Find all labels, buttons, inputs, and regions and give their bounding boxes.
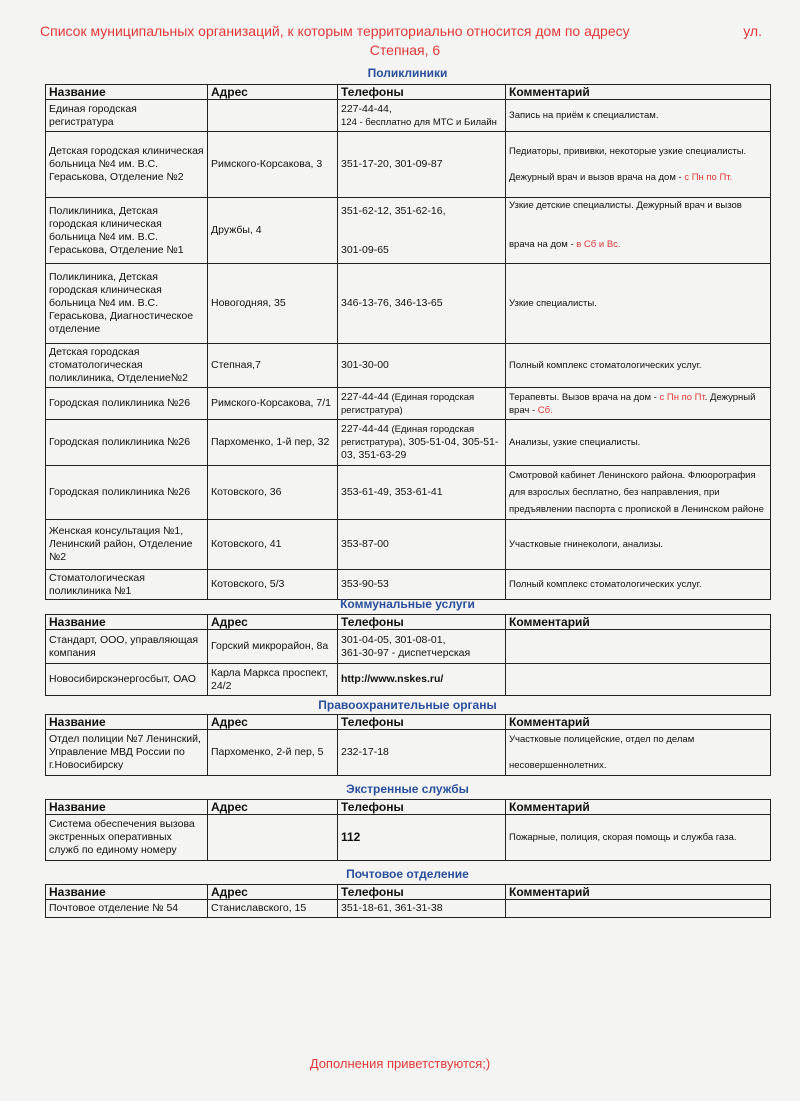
org-comment: Полный комплекс стоматологических услуг. [506, 344, 771, 388]
comment-text-mid: . Дежурный врач - [509, 391, 756, 416]
col-comment-header: Комментарий [506, 615, 771, 630]
phone-note: (Единая городская регистратура) [341, 424, 475, 448]
table-row [46, 664, 771, 696]
col-name-header: Название [46, 85, 208, 100]
org-phones [338, 198, 506, 264]
table-row [46, 420, 771, 466]
org-address [208, 815, 338, 861]
org-name: Женская консультация №1, Ленинский район, Отделение №2 [46, 520, 208, 570]
col-phones-header: Телефоны [338, 615, 506, 630]
col-phones-header: Телефоны [338, 85, 506, 100]
section-title-utilities: Коммунальные услуги [340, 597, 475, 611]
table-header-row [46, 715, 771, 730]
org-address: Котовского, 5/3 [208, 570, 338, 600]
org-name: Детская городская клиническая больница №4 им. В.С. Гераськова, Отделение №2 [46, 132, 208, 198]
org-phones [338, 100, 506, 132]
police-table [45, 714, 771, 776]
org-phones: 351-18-61, 361-31-38 [338, 900, 506, 918]
org-comment: Запись на приём к специалистам. [506, 100, 771, 132]
emergency-number: 112 [338, 815, 506, 861]
phone-line: 227-44-44, [341, 102, 392, 115]
table-row [46, 900, 771, 918]
col-name-header: Название [46, 885, 208, 900]
section-title-emergency: Экстренные службы [346, 782, 469, 796]
table-header-row [46, 615, 771, 630]
comment-highlight: с Пн по Пт. [684, 172, 733, 183]
table-row [46, 388, 771, 420]
org-phones: 353-90-53 [338, 570, 506, 600]
col-address-header: Адрес [208, 800, 338, 815]
col-comment-header: Комментарий [506, 85, 771, 100]
table-row [46, 100, 771, 132]
col-name-header: Название [46, 615, 208, 630]
title-line-1: Список муниципальных организаций, к которым территориально относится дом по адресу [40, 23, 630, 39]
table-header-row [46, 885, 771, 900]
phone-line: 351-62-12, 351-62-16, [341, 204, 446, 217]
table-row [46, 264, 771, 344]
org-comment [506, 630, 771, 664]
phone-line: 227-44-44 [341, 423, 389, 435]
org-phones [338, 388, 506, 420]
org-name: Поликлиника, Детская городская клиническая больница №4 им. В.С. Гераськова, Диагностическое отделение [46, 264, 208, 344]
org-comment [506, 900, 771, 918]
section-title-clinics: Поликлиники [367, 66, 448, 80]
table-row [46, 466, 771, 520]
comment-highlight: с Пн по Пт [659, 391, 705, 403]
comment-text: Терапевты. Вызов врача на дом - [509, 391, 660, 403]
org-comment [506, 198, 771, 264]
phone-line-tail: , 305-51-04, 305-51-03, 351-63-29 [341, 436, 499, 461]
org-comment [506, 388, 771, 420]
org-comment: Узкие специалисты. [506, 264, 771, 344]
table-row [46, 815, 771, 861]
org-phones: 346-13-76, 346-13-65 [338, 264, 506, 344]
org-address: Пархоменко, 1-й пер, 32 [208, 420, 338, 466]
table-header-row [46, 85, 771, 100]
col-address-header: Адрес [208, 885, 338, 900]
col-comment-header: Комментарий [506, 715, 771, 730]
org-comment: Полный комплекс стоматологических услуг. [506, 570, 771, 600]
table-row [46, 198, 771, 264]
org-phones: 353-61-49, 353-61-41 [338, 466, 506, 520]
org-comment [506, 132, 771, 198]
org-phones [338, 630, 506, 664]
section-title-post: Почтовое отделение [346, 867, 469, 881]
org-phones [338, 420, 506, 466]
section-title-police: Правоохранительные органы [318, 698, 497, 712]
emergency-table [45, 799, 771, 861]
table-row [46, 630, 771, 664]
col-phones-header: Телефоны [338, 800, 506, 815]
org-name: Городская поликлиника №26 [46, 388, 208, 420]
comment-highlight-2: Сб. [537, 404, 553, 416]
phone-line: 227-44-44 [341, 390, 389, 403]
col-phones-header: Телефоны [338, 715, 506, 730]
org-phones: 353-87-00 [338, 520, 506, 570]
org-comment: Анализы, узкие специалисты. [506, 420, 771, 466]
org-name: Единая городская регистратура [46, 100, 208, 132]
org-phones: 232-17-18 [338, 730, 506, 776]
page-title [40, 22, 770, 60]
org-phones: 351-17-20, 301-09-87 [338, 132, 506, 198]
col-comment-header: Комментарий [506, 885, 771, 900]
org-address: Римского-Корсакова, 7/1 [208, 388, 338, 420]
footer-note: Дополнения приветствуются;) [309, 1056, 491, 1071]
table-row [46, 730, 771, 776]
org-comment [506, 664, 771, 696]
comment-line-2: врача на дом - [509, 239, 577, 250]
org-phones: 301-30-00 [338, 344, 506, 388]
org-name: Отдел полиции №7 Ленинский, Управление МВД России по г.Новосибирску [46, 730, 208, 776]
title-street-prefix: ул. [743, 23, 762, 39]
table-row [46, 570, 771, 600]
org-comment: Пожарные, полиция, скорая помощь и служба газа. [506, 815, 771, 861]
org-address: Горский микрорайон, 8а [208, 630, 338, 664]
phone-note: (Единая городская регистратура) [341, 391, 475, 416]
org-name: Стандарт, ООО, управляющая компания [46, 630, 208, 664]
comment-line: Узкие детские специалисты. Дежурный врач и вызов [509, 200, 742, 211]
post-table [45, 884, 771, 918]
col-comment-header: Комментарий [506, 800, 771, 815]
clinics-table [45, 84, 771, 600]
comment-line-2: Дежурный врач и вызов врача на дом - [509, 172, 685, 183]
title-line-2: Степная, 6 [369, 42, 441, 58]
phone-line-2: 361-30-97 - диспетчерская [341, 646, 471, 659]
org-address: Дружбы, 4 [208, 198, 338, 264]
table-row [46, 344, 771, 388]
org-comment: Участковые гнинекологи, анализы. [506, 520, 771, 570]
phone-line: 301-04-05, 301-08-01, [341, 633, 446, 646]
org-name: Новосибирскэнергосбыт, ОАО [46, 664, 208, 696]
phone-line-2: 124 - бесплатно для МТС и Билайн [341, 116, 497, 128]
org-comment: Смотровой кабинет Ленинского района. Флюорография для взрослых бесплатно, без направления, при предъявлении паспорта с пропиской в Ленинском районе [506, 466, 771, 520]
table-row [46, 520, 771, 570]
table-row [46, 132, 771, 198]
org-name: Стоматологическая поликлиника №1 [46, 570, 208, 600]
col-name-header: Название [46, 715, 208, 730]
org-address: Новогодняя, 35 [208, 264, 338, 344]
table-header-row [46, 800, 771, 815]
org-address: Станиславского, 15 [208, 900, 338, 918]
org-name: Детская городская стоматологическая поликлиника, Отделение№2 [46, 344, 208, 388]
org-name: Городская поликлиника №26 [46, 420, 208, 466]
phone-line-2: 301-09-65 [341, 243, 389, 256]
org-address: Котовского, 41 [208, 520, 338, 570]
col-phones-header: Телефоны [338, 885, 506, 900]
org-address [208, 100, 338, 132]
org-comment [506, 730, 771, 776]
org-address: Карла Маркса проспект, 24/2 [208, 664, 338, 696]
col-address-header: Адрес [208, 715, 338, 730]
comment-line-2: несовершеннолетних. [509, 760, 607, 771]
col-name-header: Название [46, 800, 208, 815]
org-name: Система обеспечения вызова экстренных оперативных служб по единому номеру [46, 815, 208, 861]
comment-line: Участковые полицейские, отдел по делам [509, 734, 695, 745]
org-address: Степная,7 [208, 344, 338, 388]
website-link[interactable]: http://www.nskes.ru/ [338, 664, 506, 696]
col-address-header: Адрес [208, 615, 338, 630]
org-name: Почтовое отделение № 54 [46, 900, 208, 918]
org-name: Городская поликлиника №26 [46, 466, 208, 520]
utilities-table [45, 614, 771, 696]
comment-line: Педиаторы, прививки, некоторые узкие специалисты. [509, 146, 747, 157]
org-address: Котовского, 36 [208, 466, 338, 520]
org-address: Пархоменко, 2-й пер, 5 [208, 730, 338, 776]
col-address-header: Адрес [208, 85, 338, 100]
comment-highlight: в Сб и Вс. [576, 239, 621, 250]
org-name: Поликлиника, Детская городская клиническая больница №4 им. В.С. Гераськова, Отделение №1 [46, 198, 208, 264]
org-address: Римского-Корсакова, 3 [208, 132, 338, 198]
